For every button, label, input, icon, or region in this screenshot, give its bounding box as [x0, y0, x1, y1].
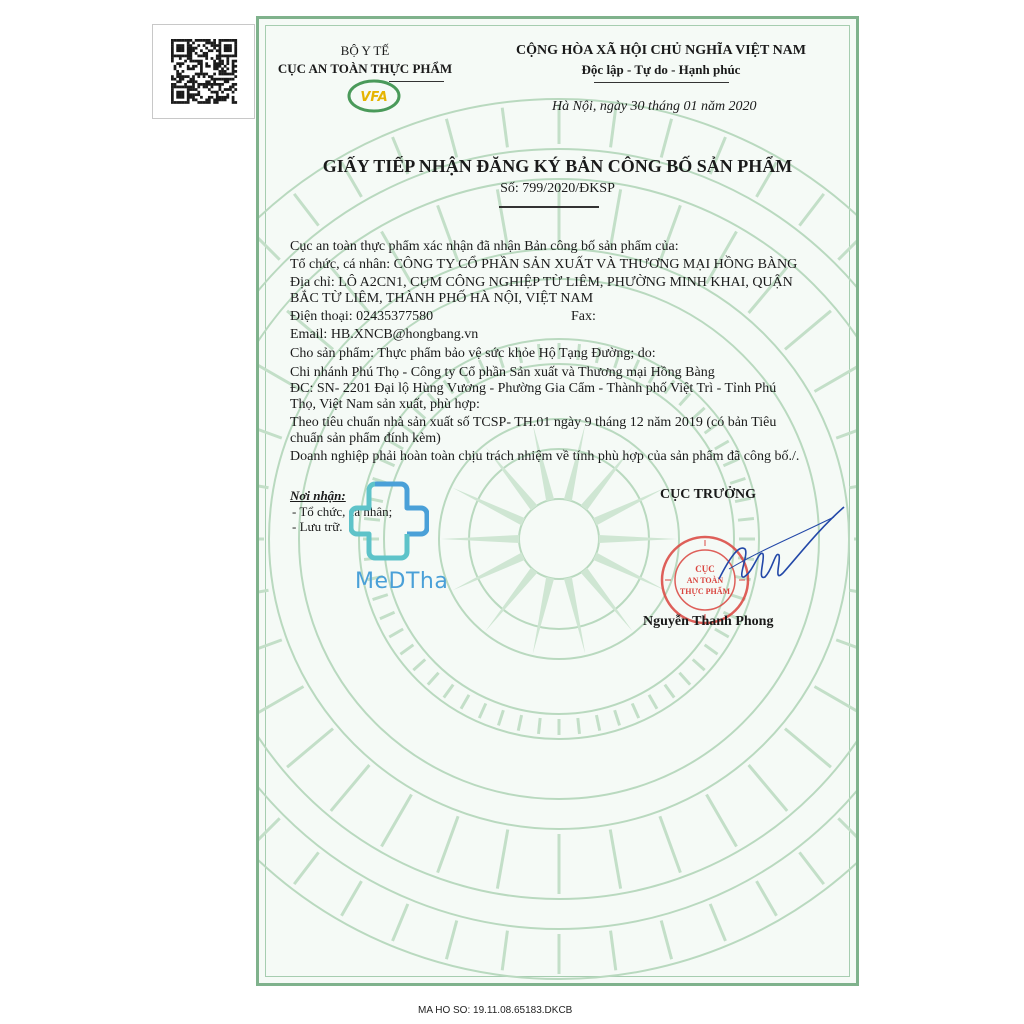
title-rule — [499, 206, 599, 208]
body-line-2: Tổ chức, cá nhân: CÔNG TY CỔ PHẦN SẢN XUẤT VÀ THƯƠNG MẠI HỒNG BÀNG — [290, 257, 798, 272]
certificate-number: Số: 799/2020/ĐKSP — [500, 181, 615, 196]
stamp-text-bottom: THỰC PHẨM — [679, 587, 731, 596]
body-line-12: chuẩn sản phẩm đính kèm) — [290, 431, 441, 446]
signer-name: Nguyễn Thanh Phong — [643, 614, 774, 629]
fax-line: Fax: — [571, 309, 596, 324]
body-line-7: Cho sản phẩm: Thực phẩm bảo vệ sức khỏe Hộ Tạng Đường; do: — [290, 346, 656, 361]
qr-code — [169, 39, 239, 105]
vfa-logo-text: VFA — [360, 90, 388, 105]
national-motto: Độc lập - Tự do - Hạnh phúc — [581, 62, 741, 77]
recipient-item-1: - Tổ chức, cá nhân; — [292, 504, 393, 519]
issue-date: Hà Nội, ngày 30 tháng 01 năm 2020 — [552, 99, 757, 114]
stamp-text-top: CỤC — [695, 564, 715, 574]
signer-role: CỤC TRƯỞNG — [660, 487, 757, 502]
body-line-1: Cục an toàn thực phẩm xác nhận đã nhận Bản công bố sản phẩm của: — [290, 239, 679, 254]
signature — [699, 499, 849, 599]
certificate-title: GIẤY TIẾP NHẬN ĐĂNG KÝ BẢN CÔNG BỐ SẢN PHẨM — [322, 156, 793, 176]
body-line-10: Thọ, Việt Nam sản xuất, phù hợp: — [290, 397, 480, 412]
medtha-cross-icon — [349, 480, 429, 565]
ministry-name: BỘ Y TẾ — [340, 43, 390, 58]
agency-name: CỤC AN TOÀN THỰC PHẨM — [277, 61, 453, 76]
country-name: CỘNG HÒA XÃ HỘI CHỦ NGHĨA VIỆT NAM — [515, 43, 806, 58]
recipients-heading: Nơi nhận: — [290, 488, 346, 503]
header-left-rule — [389, 81, 444, 82]
body-line-8: Chi nhánh Phú Thọ - Công ty Cổ phần Sản xuất và Thương mại Hồng Bàng — [290, 365, 715, 380]
stamp-text-mid: AN TOÀN — [686, 576, 724, 585]
recipient-item-2: - Lưu trữ. — [292, 519, 343, 534]
header-right-rule — [594, 82, 729, 83]
body-line-11: Theo tiêu chuẩn nhà sản xuất số TCSP- TH.01 ngày 9 tháng 12 năm 2019 (có bản Tiêu — [290, 415, 777, 430]
certificate-document — [256, 16, 859, 986]
body-line-4: BẮC TỪ LIÊM, THÀNH PHỐ HÀ NỘI, VIỆT NAM — [290, 291, 594, 306]
record-code: MA HO SO: 19.11.08.65183.DKCB — [418, 1005, 573, 1016]
qr-code-box — [152, 24, 255, 119]
medtha-watermark: MeDTha — [355, 569, 449, 594]
email-line: Email: HB.XNCB@hongbang.vn — [290, 327, 479, 342]
vfa-logo — [347, 79, 401, 113]
body-line-13: Doanh nghiệp phải hoàn toàn chịu trách nhiệm về tính phù hợp của sản phẩm đã công bố./. — [290, 449, 800, 464]
body-line-3: Địa chỉ: LÔ A2CN1, CỤM CÔNG NGHIỆP TỪ LIÊM, PHƯỜNG MINH KHAI, QUẬN — [290, 275, 793, 290]
phone-line: Điện thoại: 02435377580 — [290, 309, 434, 324]
body-line-9: ĐC: SN- 2201 Đại lộ Hùng Vương - Phường Gia Cẩm - Thành phố Việt Trì - Tỉnh Phú — [290, 381, 777, 396]
